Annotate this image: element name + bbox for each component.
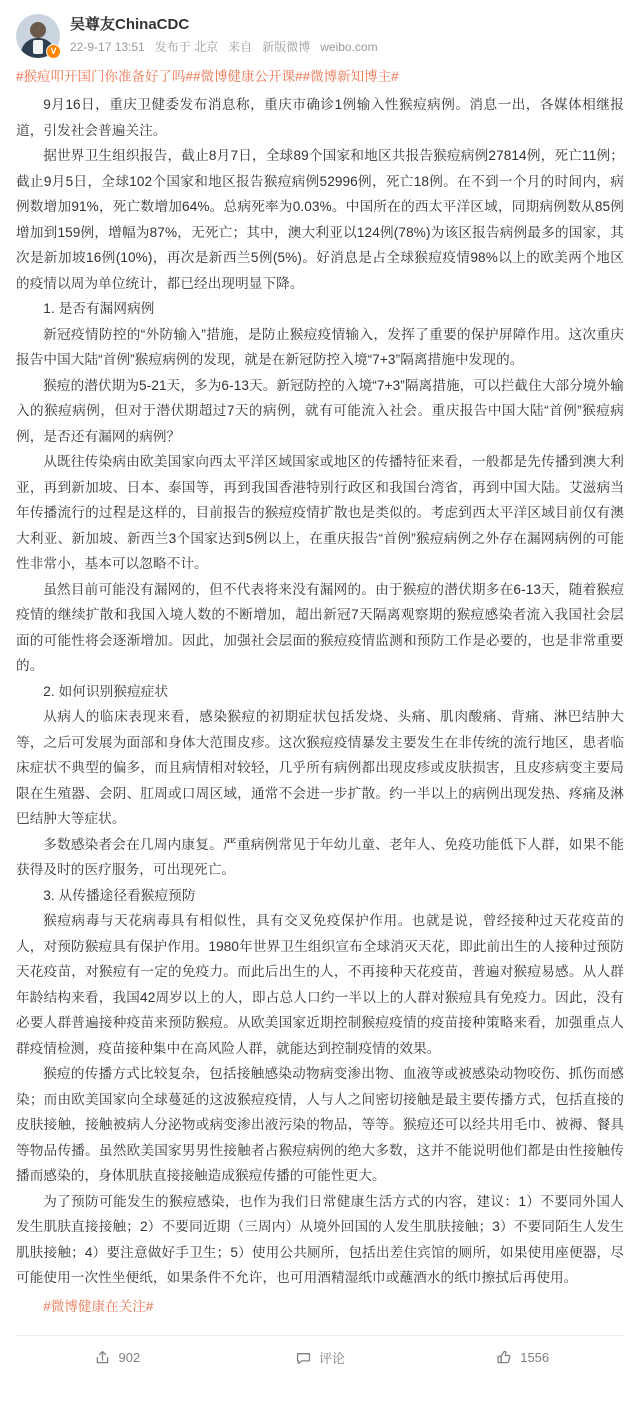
- topic-tag-0[interactable]: #猴痘叩开国门你准备好了吗#: [16, 69, 194, 84]
- post-paragraph: 多数感染者会在几周内康复。严重病例常见于年幼儿童、老年人、免疫功能低下人群，如果不能获得及时的医疗服务，可出现死亡。: [16, 836, 624, 877]
- post-timestamp: 22-9-17 13:51: [70, 40, 145, 54]
- post-section-heading: 3. 从传播途径看猴痘预防: [43, 887, 196, 903]
- post-source[interactable]: 新版微博: [262, 40, 311, 54]
- like-count: 1556: [520, 1349, 550, 1365]
- post-paragraph: 猴痘的潜伏期为5-21天，多为6-13天。新冠防控的入境“7+3”隔离措施，可以拦截住大部分境外输入的猴痘病例，但对于潜伏期超过7天的病例，就有可能流入社会。重庆报告中国大陆“首例”猴痘病例，是否还有漏网的病例？: [16, 377, 624, 444]
- post-paragraph: 为了预防可能发生的猴痘感染，也作为我们日常健康生活方式的内容，建议：1）不要同外国人发生肌肤直接接触；2）不要同近期（三周内）从境外回国的人发生肌肤接触；3）不要同陌生人发生肌肤接触；4）要注意做好手卫生；5）使用公共厕所，包括出差住宾馆的厕所，如果使用座便器，尽可能使用一次性坐便纸，如果条件不允许，也可用酒精湿纸巾或蘸酒水的纸巾擦拭后再使用。: [16, 1193, 624, 1285]
- post-source-prefix: 来自: [228, 40, 253, 54]
- user-name[interactable]: 吴尊友ChinaCDC: [70, 16, 190, 33]
- post-paragraph: 新冠疫情防控的“外防输入”措施，是防止猴痘疫情输入，发挥了重要的保护屏障作用。这次重庆报告中国大陆“首例”猴痘病例的发现，就是在新冠防控入境“7+3”隔离措施中发现的。: [16, 326, 624, 367]
- avatar-shirt-shape: [33, 40, 43, 54]
- comment-action[interactable]: [219, 1336, 422, 1379]
- post-location: 发布于 北京: [154, 40, 219, 54]
- like-icon: [496, 1349, 513, 1366]
- post-paragraph: 9月16日，重庆卫健委发布消息称，重庆市确诊1例输入性猴痘病例。消息一出，各媒体相继报道，引发社会普遍关注。: [16, 97, 624, 138]
- post-source-link[interactable]: weibo.com: [320, 40, 378, 54]
- post-meta: [70, 14, 624, 56]
- post-paragraph: 猴痘病毒与天花病毒具有相似性，具有交叉免疫保护作用。也就是说，曾经接种过天花疫苗的人，对预防猴痘具有保护作用。1980年世界卫生组织宣布全球消灭天花，即此前出生的人接种过预防天花疫苗，对猴痘有一定的免疫力。而此后出生的人，不再接种天花疫苗，普遍对猴痘易感。从人群年龄结构来看，我国42周岁以上的人，即占总人口约一半以上的人群对猴痘具有免疫力。因此，没有必要人群普遍接种疫苗来预防猴痘。从欧美国家近期控制猴痘疫情的疫苗接种策略来看，加强重点人群疫情检测，疫苗接种集中在高风险人群，就能达到控制疫情的效果。: [16, 913, 624, 1056]
- post-paragraph: 虽然目前可能没有漏网的，但不代表将来没有漏网的。由于猴痘的潜伏期多在6-13天，随着猴痘疫情的继续扩散和我国入境人数的不断增加，超出新冠7天隔离观察期的猴痘感染者流入我国社会层面的可能性将会逐渐增加。因此，加强社会层面的猴痘疫情监测和预防工作是必要的，也是非常重要的。: [16, 581, 624, 673]
- post-section-heading: 1. 是否有漏网病例: [43, 301, 155, 316]
- post-paragraph: 据世界卫生组织报告，截止8月7日，全球89个国家和地区共报告猴痘病例27814例，死亡11例；截止9月5日，全球102个国家和地区报告猴痘病例52996例，死亡18例。在不到一个月的时间内，病例数增加91%，死亡数增加64%。总病死率为0.03%。中国所在的西太平洋区域，同期病例数从85例增加到159例，增幅为87%，无死亡；其中，澳大利亚以124例(78%)为该区报告病例最多的国家，其次是新加坡16例(10%)，再次是新西兰5例(5%)。好消息是占全球猴痘疫情98%以上的欧美两个地区的疫情以周为单位统计，都已经出现明显下降。: [16, 148, 624, 291]
- post-paragraph: 猴痘的传播方式比较复杂，包括接触感染动物病变渗出物、血液等或被感染动物咬伤、抓伤而感染；而由欧美国家向全球蔓延的这波猴痘疫情，人与人之间密切接触是最主要传播方式，包括直接的皮肤接触，接触被病人分泌物或病变渗出液污染的物品，等等。猴痘还可以经共用毛巾、被褥、餐具等物品传播。虽然欧美国家男男性接触者占猴痘病例的绝大多数，这并不能说明他们都是由性接触传播而感染的，身体肌肤直接接触造成猴痘传播的可能性更大。: [16, 1066, 624, 1183]
- post-paragraph: 从既往传染病由欧美国家向西太平洋区域国家或地区的传播特征来看，一般都是先传播到澳大利亚，再到新加坡、日本、泰国等，再到我国香港特别行政区和我国台湾省，再到中国大陆。艾滋病当年传播流行的过程是这样的，目前报告的猴痘疫情扩散也是类似的。考虑到西太平洋区域目前仅有澳大利亚、新加坡、新西兰3个国家达到5例以上，在重庆报告“首例”猴痘病例之外存在漏网病例的可能性非常小，基本可以忽略不计。: [16, 454, 624, 571]
- topic-tag-1[interactable]: #微博健康公开课#: [193, 69, 303, 84]
- post-action-bar: [16, 1335, 624, 1379]
- post-section-heading: 2. 如何识别猴痘症状: [43, 683, 169, 699]
- topic-tags: [16, 66, 624, 88]
- post-content: [16, 92, 624, 1291]
- verified-badge-icon: V: [46, 44, 61, 59]
- topic-tag-2[interactable]: #微博新知博主#: [302, 69, 399, 84]
- avatar-head-shape: [30, 22, 46, 38]
- comment-label: 评论: [319, 1350, 346, 1366]
- post-subline: [70, 39, 624, 56]
- like-action[interactable]: [421, 1336, 624, 1379]
- share-action[interactable]: [16, 1336, 219, 1379]
- avatar[interactable]: [16, 14, 60, 58]
- share-icon: [94, 1349, 111, 1366]
- share-count: 902: [118, 1349, 141, 1365]
- post-paragraph: 从病人的临床表现来看，感染猴痘的初期症状包括发烧、头痛、肌肉酸痛、背痛、淋巴结肿大等，之后可发展为面部和身体大范围皮疹。这次猴痘疫情暴发主要发生在非传统的流行地区，患者临床症状不典型的偏多，而且病情相对较轻，几乎所有病例都出现皮疹或皮肤损害，且皮疹病变主要局限在生殖器、会阴、肛周或口周区域，通常不会进一步扩散。约一半以上的病例出现发热、疼痛及淋巴结肿大等症状。: [16, 709, 624, 826]
- post-header: [16, 14, 624, 58]
- comment-icon: [295, 1349, 312, 1366]
- tail-topic-tag[interactable]: #微博健康在关注#: [43, 1298, 154, 1314]
